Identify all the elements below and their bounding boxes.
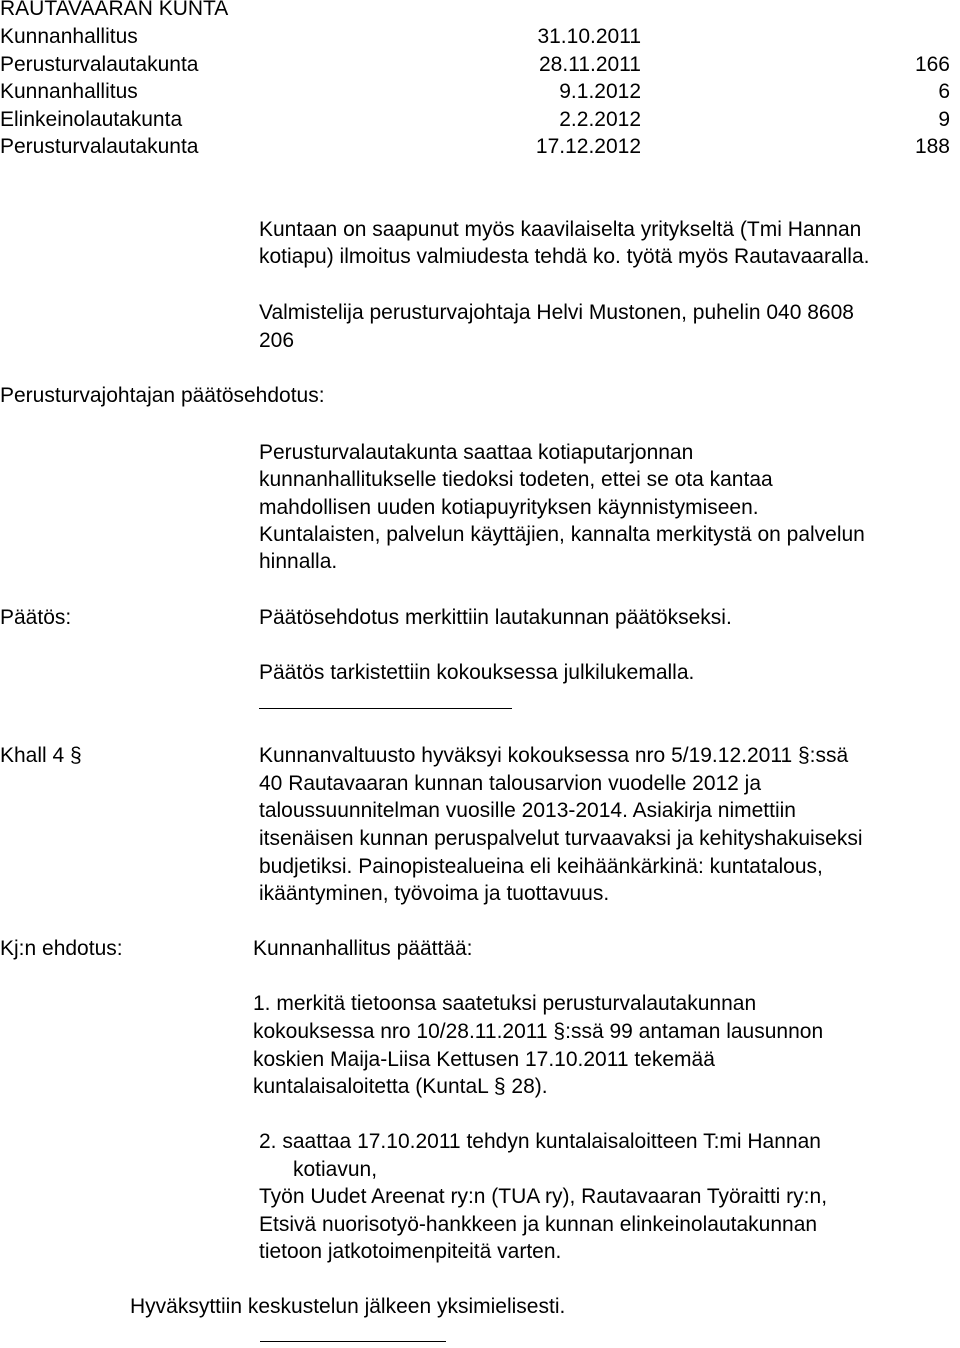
body-paragraph-line: kotiapu) ilmoitus valmiudesta tehdä ko. työtä myös Rautavaaralla.: [259, 245, 870, 268]
khall-line: itsenäisen kunnan peruspalvelut turvaavaksi ja kehityshakuiseksi: [259, 827, 863, 850]
meeting-body: Perusturvalautakunta: [0, 53, 199, 76]
organization-name: RAUTAVAARAN KUNTA: [0, 0, 229, 20]
kj-item-line: kuntalaisaloitetta (KuntaL § 28).: [253, 1075, 548, 1098]
kj-item-line: tietoon jatkotoimenpiteitä varten.: [259, 1240, 562, 1263]
kj-item-line: 1. merkitä tietoonsa saatetuksi perusturvalautakunnan: [253, 992, 757, 1015]
kj-item-line: kokouksessa nro 10/28.11.2011 §:ssä 99 antaman lausunnon: [253, 1020, 824, 1043]
meeting-section-number: 9: [938, 108, 950, 131]
meeting-body: Kunnanhallitus: [0, 80, 138, 103]
kj-item-line: Etsivä nuorisotyö-hankkeen ja kunnan elinkeinolautakunnan: [259, 1213, 818, 1236]
separator-line: [259, 708, 512, 709]
meeting-row: [0, 78, 960, 105]
meeting-date: 31.10.2011: [537, 25, 641, 48]
khall-line: taloussuunnitelman vuosille 2013-2014. Asiakirja nimettiin: [259, 799, 796, 822]
meeting-row: [0, 51, 960, 78]
proposal-label: Perusturvajohtajan päätösehdotus:: [0, 384, 325, 407]
khall-line: budjetiksi. Painopistealueina eli keihäänkärkinä: kuntatalous,: [259, 855, 823, 878]
meeting-date: 17.12.2012: [535, 135, 641, 158]
meeting-section-number: 188: [914, 135, 950, 158]
kj-item-line: koskien Maija-Liisa Kettusen 17.10.2011 tekemää: [253, 1048, 715, 1071]
meeting-body: Kunnanhallitus: [0, 25, 138, 48]
khall-line: 40 Rautavaaran kunnan talousarvion vuodelle 2012 ja: [259, 772, 762, 795]
khall-line: ikääntyminen, työvoima ja tuottavuus.: [259, 882, 610, 905]
kj-intro: Kunnanhallitus päättää:: [253, 937, 473, 960]
meeting-body: Perusturvalautakunta: [0, 135, 199, 158]
meeting-section-number: 166: [914, 53, 950, 76]
meeting-row: [0, 23, 960, 50]
kj-item-line: kotiavun,: [293, 1158, 378, 1181]
preparer-line: Valmistelija perusturvajohtaja Helvi Mustonen, puhelin 040 8608: [259, 301, 854, 324]
final-decision: Hyväksyttiin keskustelun jälkeen yksimielisesti.: [130, 1295, 566, 1318]
meeting-body: Elinkeinolautakunta: [0, 108, 183, 131]
proposal-line: Perusturvalautakunta saattaa kotiaputarjonnan: [259, 441, 694, 464]
khall-line: Kunnanvaltuusto hyväksyi kokouksessa nro 5/19.12.2011 §:ssä: [259, 744, 849, 767]
meeting-date: 2.2.2012: [559, 108, 641, 131]
decision-line: Päätös tarkistettiin kokouksessa julkilukemalla.: [259, 661, 695, 684]
decision-line: Päätösehdotus merkittiin lautakunnan päätökseksi.: [259, 606, 732, 629]
meeting-section-number: 6: [938, 80, 950, 103]
proposal-line: Kuntalaisten, palvelun käyttäjien, kannalta merkitystä on palvelun: [259, 523, 865, 546]
decision-label: Päätös:: [0, 606, 72, 629]
meeting-row: [0, 106, 960, 133]
meeting-date: 9.1.2012: [559, 80, 641, 103]
kj-item-line: Työn Uudet Areenat ry:n (TUA ry), Rautavaaran Työraitti ry:n,: [259, 1185, 828, 1208]
proposal-line: hinnalla.: [259, 550, 338, 573]
kj-item-line: 2. saattaa 17.10.2011 tehdyn kuntalaisaloitteen T:mi Hannan: [259, 1130, 821, 1153]
meeting-row: [0, 133, 960, 160]
body-paragraph-line: Kuntaan on saapunut myös kaavilaiselta yritykseltä (Tmi Hannan: [259, 218, 862, 241]
preparer-line: 206: [259, 329, 295, 352]
meeting-date: 28.11.2011: [539, 53, 641, 76]
proposal-line: kunnanhallitukselle tiedoksi todeten, ettei se ota kantaa: [259, 468, 773, 491]
section-label: Khall 4 §: [0, 744, 82, 767]
kj-label: Kj:n ehdotus:: [0, 937, 123, 960]
proposal-line: mahdollisen uuden kotiapuyrityksen käynnistymiseen.: [259, 496, 759, 519]
separator-line: [260, 1341, 446, 1342]
